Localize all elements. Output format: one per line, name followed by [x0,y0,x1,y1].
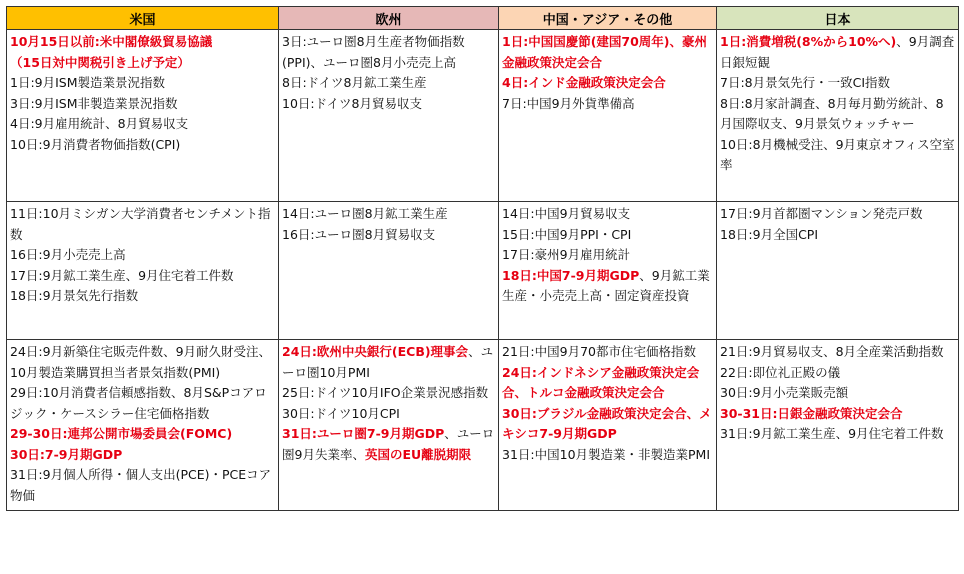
event-text: 、9月鉱工業生産・小売売上高・固定資産投資 [502,267,710,303]
event-item: 31日:9月個人所得・個人支出(PCE)・PCEコア物価 [10,467,272,503]
event-text-highlight: 18日:中国7-9月期GDP [502,267,640,283]
event-item: 22日:即位礼正殿の儀 [720,364,841,380]
event-text: 、ユーロ圏9月失業率、 [282,426,495,462]
cell-us [7,202,279,340]
event-item: 16日:9月小売売上高 [10,247,126,262]
period-row-late-october [7,340,959,511]
event-item: 16日:ユーロ圏8月貿易収支 [282,226,436,242]
event-item: 8日:8月家計調査、8月毎月勤労統計、8月国際収支、9月景気ウォッチャー [720,95,944,131]
event-item [720,32,955,73]
cell-europe [279,30,499,202]
event-item-highlight: 30-31日:日銀金融政策決定会合 [720,405,903,421]
event-item: 10日:ドイツ8月貿易収支 [282,95,422,111]
event-text-highlight: 31日:ユーロ圏7-9月期GDP [282,426,445,441]
event-item-highlight: 30日:7-9月期GDP [10,446,123,462]
event-item: 1日:9月ISM製造業景況指数 [10,75,166,90]
event-item: 15日:中国9月PPI・CPI [502,226,632,242]
event-item: 17日:9月鉱工業生産、9月住宅着工件数 [10,267,234,283]
period-row-mid-october [7,202,959,340]
event-item: 7日:中国9月外貨準備高 [502,95,635,111]
event-text: 、ユーロ圏10月PMI [282,344,494,380]
event-item: 18日:9月全国CPI [720,226,819,242]
event-item-highlight: 4日:インド金融政策決定会合 [502,75,666,90]
period-row-early-october [7,30,959,202]
cell-europe [279,340,499,511]
event-item-highlight: 10月15日以前:米中閣僚級貿易協議 [10,34,213,49]
column-header-label: 中国・アジア・その他 [542,12,673,28]
event-text-highlight: 英国のEU離脱期限 [364,446,472,462]
column-header-asia [499,7,717,30]
header-row [7,7,959,30]
event-item: 30日:9月小売業販売額 [720,385,849,400]
event-item: 14日:中国9月貿易収支 [502,206,631,221]
column-header-label: 欧州 [375,12,402,28]
cell-japan [717,30,959,202]
event-item: 17日:9月首都圏マンション発売戸数 [720,206,923,221]
event-text-highlight: 1日:消費増税(8%から10%へ) [720,34,897,49]
cell-japan [717,340,959,511]
event-item: 4日:9月雇用統計、8月貿易収支 [10,116,189,131]
cell-asia [499,30,717,202]
event-item-highlight: 29-30日:連邦公開市場委員会(FOMC) [10,426,233,441]
event-item: 10日:9月消費者物価指数(CPI) [10,136,181,152]
event-item-highlight: （15日対中関税引き上げ予定） [10,54,190,70]
event-item: 8日:ドイツ8月鉱工業生産 [282,75,427,90]
event-item: 3日:9月ISM非製造業景況指数 [10,95,178,111]
cell-japan [717,202,959,340]
event-item: 10日:8月機械受注、9月東京オフィス空室率 [720,136,955,172]
event-item: 29日:10月消費者信頼感指数、8月S&Pコアロジック・ケースシラー住宅価格指数 [10,385,267,421]
event-item: 11日:10月ミシガン大学消費者センチメント指数 [10,206,271,242]
column-header-us [7,7,279,30]
event-item: 31日:中国10月製造業・非製造業PMI [502,446,711,462]
event-item-highlight: 30日:ブラジル金融政策決定会合、メキシコ7-9月期GDP [502,405,712,441]
event-text: 、9月調査日銀短観 [720,34,955,70]
event-item [502,266,713,307]
cell-europe [279,202,499,340]
cell-us [7,340,279,511]
column-header-label: 日本 [824,12,851,28]
column-header-label: 米国 [129,12,156,28]
event-item: 3日:ユーロ圏8月生産者物価指数(PPI)、ユーロ圏8月小売売上高 [282,34,465,70]
event-item: 31日:9月鉱工業生産、9月住宅着工件数 [720,426,944,441]
event-item: 14日:ユーロ圏8月鉱工業生産 [282,206,448,221]
calendar-table [6,6,959,511]
cell-asia [499,340,717,511]
cell-asia [499,202,717,340]
event-text-highlight: 24日:欧州中央銀行(ECB)理事会 [282,344,469,359]
event-item [282,342,495,383]
cell-us [7,30,279,202]
event-item [282,424,495,465]
column-header-japan [717,7,959,30]
event-item: 17日:豪州9月雇用統計 [502,247,631,262]
event-item: 21日:9月貿易収支、8月全産業活動指数 [720,344,944,359]
event-item-highlight: 1日:中国国慶節(建国70周年)、豪州金融政策決定会合 [502,34,708,70]
column-header-europe [279,7,499,30]
event-item: 18日:9月景気先行指数 [10,288,139,303]
event-item: 24日:9月新築住宅販売件数、9月耐久財受注、10月製造業購買担当者景気指数(PMI) [10,344,272,380]
economic-calendar [6,6,958,511]
event-item: 21日:中国9月70都市住宅価格指数 [502,344,696,359]
event-item-highlight: 24日:インドネシア金融政策決定会合、トルコ金融政策決定会合 [502,364,700,400]
event-item: 25日:ドイツ10月IFO企業景況感指数 [282,385,489,400]
event-item: 7日:8月景気先行・一致CI指数 [720,75,891,90]
event-item: 30日:ドイツ10月CPI [282,405,400,421]
